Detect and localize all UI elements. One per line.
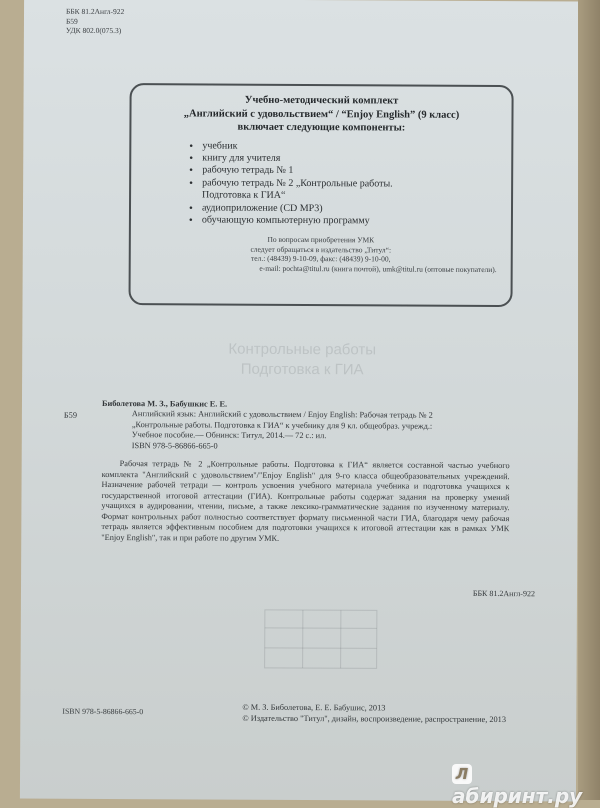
- copyright-line: © Издательство "Титул", дизайн, воспроизведение, распространение, 2013: [242, 713, 506, 725]
- copyright-line: © М. З. Биболетова, Е. Е. Бабушис, 2013: [242, 702, 506, 714]
- show-through-table: [261, 606, 381, 673]
- biblio-line: Английский язык: Английский с удовольствием / Enjoy English: Рабочая тетрадь № 2: [64, 409, 508, 422]
- watermark-text: абиринт.ру: [452, 784, 582, 808]
- copyright-block: [242, 702, 506, 725]
- isbn: ISBN 978-5-86866-665-0: [64, 440, 508, 453]
- frame-title-line: включает следующие компоненты:: [131, 120, 511, 135]
- list-item-label: обучающую компьютерную программу: [202, 214, 370, 226]
- bullet-icon: •: [189, 140, 193, 152]
- purchase-info: [131, 234, 511, 274]
- list-item: [189, 214, 511, 228]
- labirint-logo-icon: Л: [452, 764, 472, 784]
- catalog-code: Б59: [64, 411, 77, 421]
- biblio-line: „Контрольные работы. Подготовка к ГИА“ к учебнику для 9 кл. общеобраз. учрежд.:: [64, 420, 508, 433]
- frame-title-line: „Английский с удовольствием“ / “Enjoy English” (9 класс): [131, 107, 511, 122]
- classification-codes: [66, 7, 124, 36]
- list-item-label: Подготовка к ГИА“: [202, 190, 285, 201]
- list-item-label: книгу для учителя: [202, 152, 280, 163]
- frame-title: [131, 93, 511, 135]
- labirint-watermark: [452, 760, 600, 808]
- list-item-label: рабочую тетрадь № 1: [202, 165, 293, 176]
- list-item-label: учебник: [202, 140, 237, 151]
- udk-code: УДК 802.0(075.3): [66, 26, 124, 36]
- bbk-code-bottom: ББК 81.2Англ-922: [473, 589, 535, 598]
- components-list: [189, 140, 511, 229]
- catalog-code: Б59: [66, 16, 124, 26]
- authors: Биболетова М. З., Бабушкис Е. Е.: [64, 399, 508, 412]
- ghost-line: Подготовка к ГИА: [182, 359, 422, 380]
- annotation-paragraph: Рабочая тетрадь № 2 „Контрольные работы. Подготовка к ГИА“ является составной частью учебного комплекта "Английский с удовольствием"/"Enjoy English" для 9-го класса общеобразовательных учреждений. Назначение рабочей тетради — контроль усвоения учебного материала учебника и подготовка учащихся к государственной итоговой аттестации (ГИА). Контрольные работы содержат задания на проверку умений учащихся в аудировании, чтении, письме, а также лексико-грамматические задания по изученному материалу. Формат контрольных работ полностью соответствует формату письменной части ГИА, благодаря чему рабочая тетрадь является эффективным пособием для подготовки учащихся к итоговой аттестации как в рамках УМК "Enjoy English", так и при работе по другим УМК.: [101, 459, 509, 545]
- bibliographic-record: [64, 399, 508, 453]
- bullet-icon: •: [189, 214, 193, 226]
- info-line: следует обращаться в издательство „Титул“:: [131, 244, 511, 255]
- bullet-icon: •: [189, 202, 193, 214]
- bullet-icon: •: [189, 152, 193, 164]
- info-line: По вопросам приобретения УМК: [131, 234, 511, 245]
- biblio-line: Учебное пособие.— Обнинск: Титул, 2014.— 72 с.: ил.: [64, 430, 508, 443]
- umk-components-frame: [128, 83, 513, 307]
- info-line: тел.: (48439) 9-10-09, факс: (48439) 9-10-00,: [131, 253, 511, 264]
- isbn-bottom: ISBN 978-5-86866-665-0: [62, 707, 143, 716]
- table-surface: [578, 0, 600, 800]
- bullet-icon: •: [189, 177, 193, 189]
- list-item-label: рабочую тетрадь № 2 „Контрольные работы.: [202, 177, 393, 189]
- show-through-text: [182, 339, 422, 380]
- email-line: e-mail: pochta@titul.ru (книга почтой), umk@titul.ru (оптовые покупатели).: [131, 263, 497, 274]
- list-item-label: аудиоприложение (CD MP3): [202, 202, 323, 214]
- frame-title-line: Учебно-методический комплект: [132, 93, 512, 108]
- bullet-icon: •: [189, 165, 193, 177]
- book-page: [20, 0, 580, 801]
- bbk-code: ББК 81.2Англ-922: [66, 7, 124, 17]
- ghost-line: Контрольные работы: [182, 339, 422, 360]
